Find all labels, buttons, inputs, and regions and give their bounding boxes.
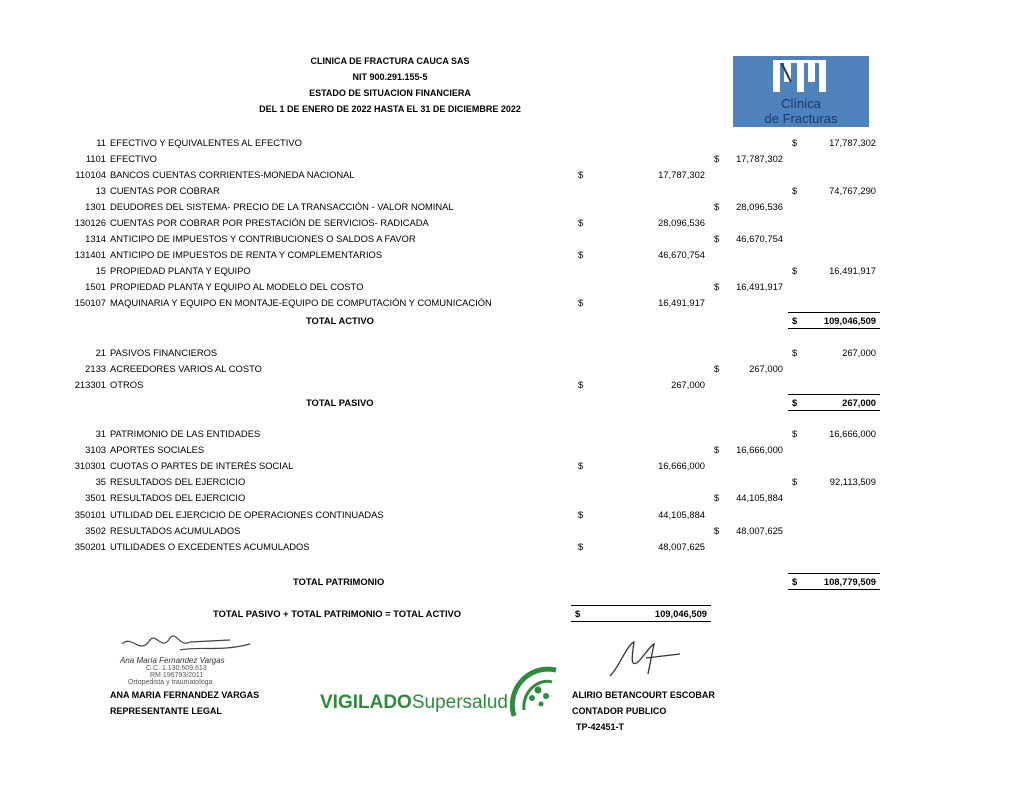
row-code: 11 <box>96 137 106 148</box>
total-pasivo-amount: 267,000 <box>842 397 876 408</box>
total-patrimonio-label: TOTAL PATRIMONIO <box>293 576 385 587</box>
signer-right-role: CONTADOR PUBLICO <box>572 706 667 716</box>
row-currency: $ <box>714 153 720 164</box>
row-description: PROPIEDAD PLANTA Y EQUIPO <box>110 265 251 276</box>
stamp-line-4: Ortopedista y traumatologa <box>128 679 213 686</box>
row-amount: 16,491,917 <box>736 281 783 292</box>
row-description: CUOTAS O PARTES DE INTERÉS SOCIAL <box>110 460 294 471</box>
row-amount: 17,787,302 <box>829 137 876 148</box>
row-code: 21 <box>95 347 106 358</box>
row-amount: 44,105,884 <box>736 492 783 503</box>
row-amount: 16,666,000 <box>829 428 876 439</box>
row-amount: 46,670,754 <box>658 249 705 260</box>
row-currency: $ <box>578 379 584 390</box>
row-description: ANTICIPO DE IMPUESTOS DE RENTA Y COMPLEMENTARIOS <box>110 249 383 260</box>
row-code: 3502 <box>85 525 106 536</box>
grand-total-currency: $ <box>575 608 581 619</box>
supersalud-emblem-icon <box>508 660 560 720</box>
grand-total-amount: 109,046,509 <box>654 608 707 619</box>
signer-right-name: ALIRIO BETANCOURT ESCOBAR <box>572 690 715 700</box>
row-description: ANTICIPO DE IMPUESTOS Y CONTRIBUCIONES O SALDOS A FAVOR <box>110 233 416 244</box>
total-patrimonio-currency: $ <box>792 576 798 587</box>
row-code: 310301 <box>74 460 106 471</box>
stamp-line-1: Ana María Fernandez Vargas <box>120 656 225 665</box>
row-code: 1314 <box>85 233 106 244</box>
vigilado-brand: Supersalud <box>411 692 508 713</box>
total-activo-box <box>788 312 880 329</box>
row-currency: $ <box>714 492 720 503</box>
row-currency: $ <box>792 347 798 358</box>
row-description: APORTES SOCIALES <box>110 444 205 455</box>
row-amount: 48,007,625 <box>736 525 783 536</box>
row-currency: $ <box>714 233 720 244</box>
row-code: 3501 <box>85 492 106 503</box>
row-description: MAQUINARIA Y EQUIPO EN MONTAJE-EQUIPO DE COMPUTACIÓN Y COMUNICACIÓN <box>110 297 492 308</box>
row-code: 150107 <box>74 297 106 308</box>
row-amount: 16,491,917 <box>829 265 876 276</box>
clinic-logo <box>733 56 869 127</box>
row-currency: $ <box>792 265 798 276</box>
row-currency: $ <box>714 281 720 292</box>
total-patrimonio-amount: 108,779,509 <box>823 576 876 587</box>
statement-period: DEL 1 DE ENERO DE 2022 HASTA EL 31 DE DICIEMBRE 2022 <box>259 104 521 114</box>
row-code: 1101 <box>85 153 106 164</box>
row-description: EFECTIVO Y EQUIVALENTES AL EFECTIVO <box>110 137 302 148</box>
row-description: UTILIDAD DEL EJERCICIO DE OPERACIONES CONTINUADAS <box>110 509 384 520</box>
row-amount: 267,000 <box>842 347 876 358</box>
grand-total-box <box>571 605 711 622</box>
row-description: EFECTIVO <box>110 153 157 164</box>
total-pasivo-box <box>788 394 880 411</box>
statement-title: ESTADO DE SITUACION FINANCIERA <box>309 88 471 98</box>
total-activo-amount: 109,046,509 <box>823 315 876 326</box>
total-pasivo-currency: $ <box>792 397 798 408</box>
total-patrimonio-box <box>788 573 880 590</box>
row-currency: $ <box>792 185 798 196</box>
row-currency: $ <box>792 476 798 487</box>
logo-line-2: de Fracturas <box>764 111 838 126</box>
row-description: RESULTADOS DEL EJERCICIO <box>110 476 246 487</box>
row-amount: 46,670,754 <box>736 233 783 244</box>
stamp-line-2: C.C. 1.130.609.613 <box>146 665 207 672</box>
row-currency: $ <box>578 169 584 180</box>
row-currency: $ <box>578 217 584 228</box>
row-currency: $ <box>714 444 720 455</box>
row-description: PROPIEDAD PLANTA Y EQUIPO AL MODELO DEL COSTO <box>110 281 364 292</box>
row-amount: 267,000 <box>749 363 783 374</box>
row-code: 35 <box>95 476 106 487</box>
row-amount: 28,096,536 <box>736 201 783 212</box>
row-currency: $ <box>792 428 798 439</box>
row-code: 131401 <box>74 249 106 260</box>
row-currency: $ <box>578 541 584 552</box>
row-code: 350201 <box>74 541 106 552</box>
signature-left <box>110 626 280 690</box>
row-amount: 28,096,536 <box>658 217 705 228</box>
row-description: UTILIDADES O EXCEDENTES ACUMULADOS <box>110 541 310 552</box>
row-amount: 17,787,302 <box>736 153 783 164</box>
row-code: 2133 <box>85 363 106 374</box>
row-currency: $ <box>714 525 720 536</box>
company-name: CLINICA DE FRACTURA CAUCA SAS <box>310 56 470 66</box>
row-description: CUENTAS POR COBRAR POR PRESTACIÓN DE SERVICIOS- RADICADA <box>110 217 429 228</box>
row-currency: $ <box>714 201 720 212</box>
signer-right-license: TP-42451-T <box>576 722 625 732</box>
logo-line-1: Clínica <box>781 96 821 111</box>
row-code: 31 <box>95 428 106 439</box>
row-amount: 92,113,509 <box>829 476 876 487</box>
vigilado-supersalud-logo <box>320 692 508 714</box>
row-code: 130126 <box>74 217 106 228</box>
row-amount: 16,666,000 <box>658 460 705 471</box>
total-activo-currency: $ <box>792 315 798 326</box>
row-description: BANCOS CUENTAS CORRIENTES-MONEDA NACIONAL <box>110 169 355 180</box>
row-currency: $ <box>578 249 584 260</box>
row-code: 3103 <box>85 444 106 455</box>
row-description: ACREEDORES VARIOS AL COSTO <box>110 363 262 374</box>
total-pasivo-label: TOTAL PASIVO <box>306 397 374 408</box>
vigilado-prefix: VIGILADO <box>320 692 412 713</box>
row-code: 213301 <box>74 379 106 390</box>
row-code: 110104 <box>75 169 106 180</box>
row-description: PASIVOS FINANCIEROS <box>110 347 218 358</box>
row-currency: $ <box>714 363 720 374</box>
company-nit: NIT 900.291.155-5 <box>352 72 428 82</box>
row-amount: 267,000 <box>671 379 705 390</box>
row-currency: $ <box>578 509 584 520</box>
row-amount: 16,666,000 <box>736 444 783 455</box>
row-description: PATRIMONIO DE LAS ENTIDADES <box>110 428 261 439</box>
row-code: 15 <box>95 265 106 276</box>
row-description: RESULTADOS DEL EJERCICIO <box>110 492 246 503</box>
row-description: RESULTADOS ACUMULADOS <box>110 525 241 536</box>
row-amount: 74,767,290 <box>829 185 876 196</box>
row-amount: 16,491,917 <box>658 297 705 308</box>
row-code: 1501 <box>85 281 106 292</box>
row-code: 13 <box>95 185 106 196</box>
row-currency: $ <box>792 137 798 148</box>
row-code: 350101 <box>74 509 106 520</box>
row-amount: 17,787,302 <box>658 169 705 180</box>
signer-left-role: REPRESENTANTE LEGAL <box>110 706 222 716</box>
grand-total-label: TOTAL PASIVO + TOTAL PATRIMONIO = TOTAL ACTIVO <box>213 608 462 619</box>
row-description: DEUDORES DEL SISTEMA- PRECIO DE LA TRANSACCIÓN - VALOR NOMINAL <box>110 201 454 212</box>
row-amount: 48,007,625 <box>658 541 705 552</box>
row-amount: 44,105,884 <box>658 509 705 520</box>
row-description: OTROS <box>110 379 144 390</box>
total-activo-label: TOTAL ACTIVO <box>306 315 374 326</box>
row-currency: $ <box>578 460 584 471</box>
stamp-line-3: RM 196793/2011 <box>150 672 204 679</box>
row-description: CUENTAS POR COBRAR <box>110 185 220 196</box>
row-currency: $ <box>578 297 584 308</box>
signer-left-name: ANA MARIA FERNANDEZ VARGAS <box>110 690 260 700</box>
signature-right-scribble-icon <box>604 636 694 684</box>
row-code: 1301 <box>85 201 106 212</box>
